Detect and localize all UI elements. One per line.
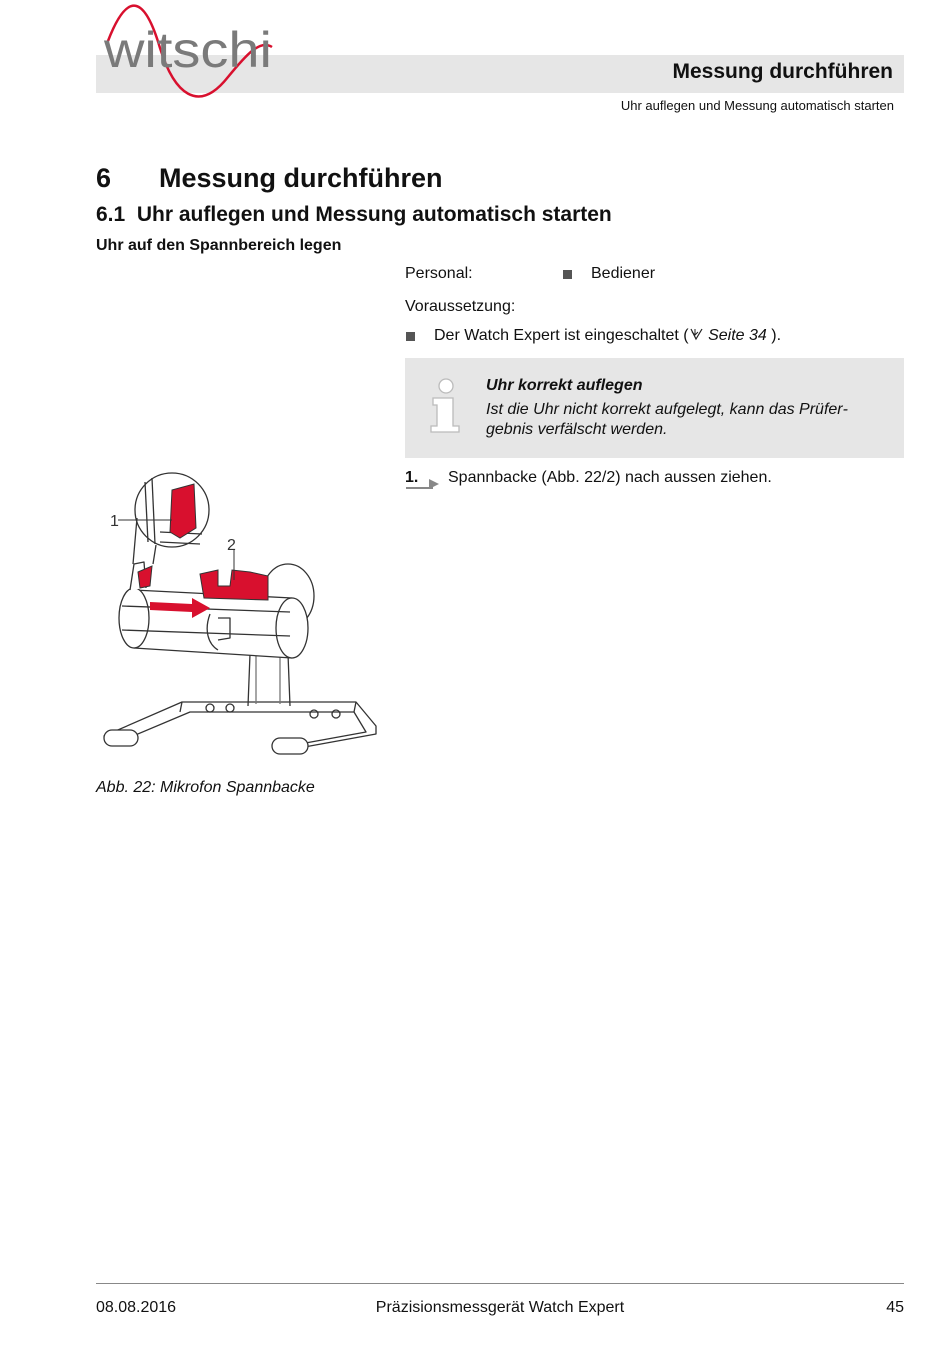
section-title: Messung durchführen — [159, 163, 443, 193]
info-icon — [428, 376, 462, 434]
prerequisite-item — [434, 327, 781, 345]
header-subtitle: Uhr auflegen und Messung automatisch starten — [620, 98, 894, 113]
page-reference-link[interactable]: Seite 34 — [708, 327, 767, 344]
subheading: Uhr auf den Spannbereich legen — [96, 237, 342, 254]
prerequisite-text-end: ). — [766, 327, 782, 344]
bullet-square-icon — [406, 332, 415, 341]
step-number: 1. — [405, 469, 419, 486]
footer-date: 08.08.2016 — [96, 1299, 177, 1316]
prerequisite-text: Der Watch Expert ist eingeschaltet ( — [434, 327, 689, 344]
bullet-square-icon — [563, 270, 572, 279]
section-number: 6 — [96, 163, 112, 193]
note-title: Uhr korrekt auflegen — [486, 377, 643, 394]
note-text: Ist die Uhr nicht korrekt aufgelegt, kann das Prüfergebnis verfälscht werden. — [486, 401, 848, 438]
microphone-clamp-figure — [100, 468, 390, 768]
figure-caption: Abb. 22: Mikrofon Spannbacke — [96, 779, 315, 796]
footer-divider — [96, 1283, 904, 1284]
figure-label-2: 2 — [227, 537, 236, 554]
footer-document-title: Präzisionsmessgerät Watch Expert — [375, 1299, 625, 1316]
prerequisite-label: Voraussetzung: — [405, 298, 516, 315]
page-reference-icon — [689, 327, 704, 344]
witschi-logo — [100, 3, 280, 101]
svg-text:witschi: witschi — [102, 22, 272, 78]
header-title: Messung durchführen — [672, 60, 893, 83]
personnel-value: Bediener — [591, 265, 656, 282]
subsection-title: 6.1 Uhr auflegen und Messung automatisch starten — [96, 203, 612, 226]
step-arrow-icon — [405, 476, 441, 490]
step-text: Spannbacke (Abb. 22/2) nach aussen ziehen. — [448, 469, 772, 486]
footer-page-number: 45 — [886, 1299, 904, 1316]
personnel-label: Personal: — [405, 265, 473, 282]
figure-label-1: 1 — [110, 513, 119, 530]
